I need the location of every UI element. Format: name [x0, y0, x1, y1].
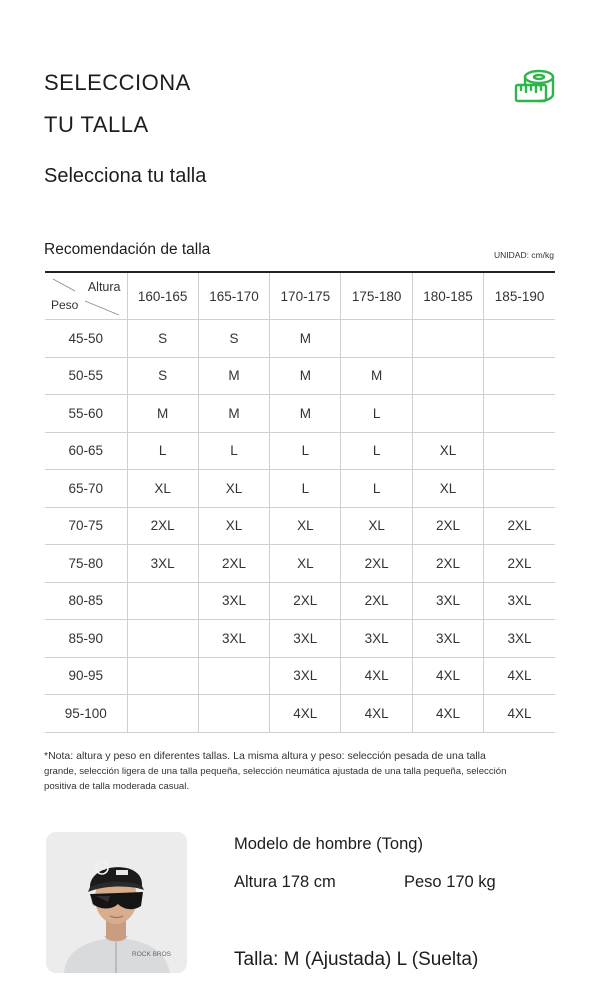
size-cell: 3XL: [341, 620, 412, 658]
model-weight: Peso 170 kg: [404, 873, 496, 891]
table-row: [45, 357, 555, 395]
weight-row-header: 60-65: [45, 432, 127, 470]
model-name: Modelo de hombre (Tong): [234, 835, 423, 853]
size-cell: [484, 432, 555, 470]
table-row: [45, 470, 555, 508]
size-cell: 3XL: [270, 657, 341, 695]
size-cell: S: [198, 320, 269, 358]
height-axis-label: Altura: [87, 280, 121, 294]
size-cell: L: [341, 470, 412, 508]
size-cell: 4XL: [412, 695, 483, 733]
size-cell: [484, 470, 555, 508]
size-cell: L: [127, 432, 198, 470]
note-line: grande, selección ligera de una talla pequeña, selección neumática ajustada de una talla pequeña, selección: [44, 766, 507, 777]
size-cell: L: [198, 432, 269, 470]
size-cell: XL: [198, 470, 269, 508]
model-photo: [46, 832, 187, 973]
size-cell: M: [198, 395, 269, 433]
height-column-header: 165-170: [198, 272, 269, 320]
note-line: *Nota: altura y peso en diferentes tallas. La misma altura y peso: selección pesada de una talla: [44, 750, 486, 762]
weight-row-header: 75-80: [45, 545, 127, 583]
weight-axis-label: Peso: [51, 298, 79, 312]
table-row: [45, 507, 555, 545]
size-cell: 2XL: [484, 545, 555, 583]
size-cell: [412, 395, 483, 433]
size-cell: 2XL: [484, 507, 555, 545]
size-cell: XL: [412, 432, 483, 470]
table-row: [45, 432, 555, 470]
size-cell: XL: [270, 545, 341, 583]
size-cell: 2XL: [341, 545, 412, 583]
size-cell: XL: [127, 470, 198, 508]
table-row: [45, 545, 555, 583]
size-cell: M: [270, 395, 341, 433]
size-cell: 2XL: [412, 507, 483, 545]
size-cell: [127, 582, 198, 620]
size-cell: [484, 357, 555, 395]
model-height: Altura 178 cm: [234, 873, 336, 891]
corner-header-cell: [45, 272, 127, 320]
size-cell: S: [127, 320, 198, 358]
size-cell: XL: [412, 470, 483, 508]
unit-label: UNIDAD: cm/kg: [494, 250, 554, 260]
size-cell: 2XL: [412, 545, 483, 583]
jersey-brand-text: ROCK BROS: [132, 951, 172, 958]
size-cell: [412, 357, 483, 395]
size-cell: 3XL: [484, 582, 555, 620]
size-cell: 3XL: [127, 545, 198, 583]
weight-row-header: 90-95: [45, 657, 127, 695]
table-row: [45, 395, 555, 433]
size-cell: XL: [341, 507, 412, 545]
weight-row-header: 65-70: [45, 470, 127, 508]
weight-row-header: 95-100: [45, 695, 127, 733]
size-chart-table: [45, 271, 555, 733]
size-cell: L: [270, 432, 341, 470]
page-title-line2: TU TALLA: [44, 112, 149, 137]
size-cell: M: [341, 357, 412, 395]
weight-row-header: 85-90: [45, 620, 127, 658]
size-cell: 3XL: [270, 620, 341, 658]
size-cell: [484, 395, 555, 433]
size-cell: M: [270, 357, 341, 395]
table-header-row: [45, 272, 555, 320]
size-cell: L: [270, 470, 341, 508]
size-cell: 3XL: [412, 582, 483, 620]
model-size: Talla: M (Ajustada) L (Suelta): [234, 949, 479, 970]
measuring-tape-icon: [512, 67, 558, 107]
size-cell: 2XL: [198, 545, 269, 583]
size-cell: 3XL: [412, 620, 483, 658]
table-row: [45, 320, 555, 358]
size-cell: [198, 695, 269, 733]
height-column-header: 160-165: [127, 272, 198, 320]
weight-row-header: 70-75: [45, 507, 127, 545]
size-cell: [484, 320, 555, 358]
size-cell: L: [341, 432, 412, 470]
table-row: [45, 657, 555, 695]
size-cell: [127, 620, 198, 658]
size-cell: [341, 320, 412, 358]
size-cell: 4XL: [341, 657, 412, 695]
size-cell: [127, 657, 198, 695]
size-cell: XL: [270, 507, 341, 545]
size-cell: S: [127, 357, 198, 395]
section-subtitle: Selecciona tu talla: [44, 165, 207, 187]
size-cell: [412, 320, 483, 358]
size-cell: 2XL: [127, 507, 198, 545]
size-cell: 2XL: [341, 582, 412, 620]
page-title-line1: SELECCIONA: [44, 70, 191, 95]
table-row: [45, 695, 555, 733]
size-cell: [127, 695, 198, 733]
table-section-label: Recomendación de talla: [44, 241, 211, 258]
weight-row-header: 45-50: [45, 320, 127, 358]
size-cell: 3XL: [484, 620, 555, 658]
height-column-header: 175-180: [341, 272, 412, 320]
size-cell: M: [198, 357, 269, 395]
size-note: [44, 749, 554, 794]
table-row: [45, 620, 555, 658]
size-cell: M: [127, 395, 198, 433]
size-cell: 4XL: [341, 695, 412, 733]
size-cell: 4XL: [484, 657, 555, 695]
size-cell: L: [341, 395, 412, 433]
size-cell: 4XL: [484, 695, 555, 733]
size-cell: 2XL: [270, 582, 341, 620]
weight-row-header: 80-85: [45, 582, 127, 620]
size-cell: 4XL: [412, 657, 483, 695]
table-row: [45, 582, 555, 620]
size-cell: 3XL: [198, 582, 269, 620]
weight-row-header: 55-60: [45, 395, 127, 433]
size-cell: 4XL: [270, 695, 341, 733]
height-column-header: 185-190: [484, 272, 555, 320]
size-cell: XL: [198, 507, 269, 545]
size-cell: M: [270, 320, 341, 358]
size-cell: 3XL: [198, 620, 269, 658]
weight-row-header: 50-55: [45, 357, 127, 395]
height-column-header: 170-175: [270, 272, 341, 320]
note-line: positiva de talla moderada casual.: [44, 781, 190, 792]
size-cell: [198, 657, 269, 695]
model-illustration: [46, 832, 187, 973]
height-column-header: 180-185: [412, 272, 483, 320]
